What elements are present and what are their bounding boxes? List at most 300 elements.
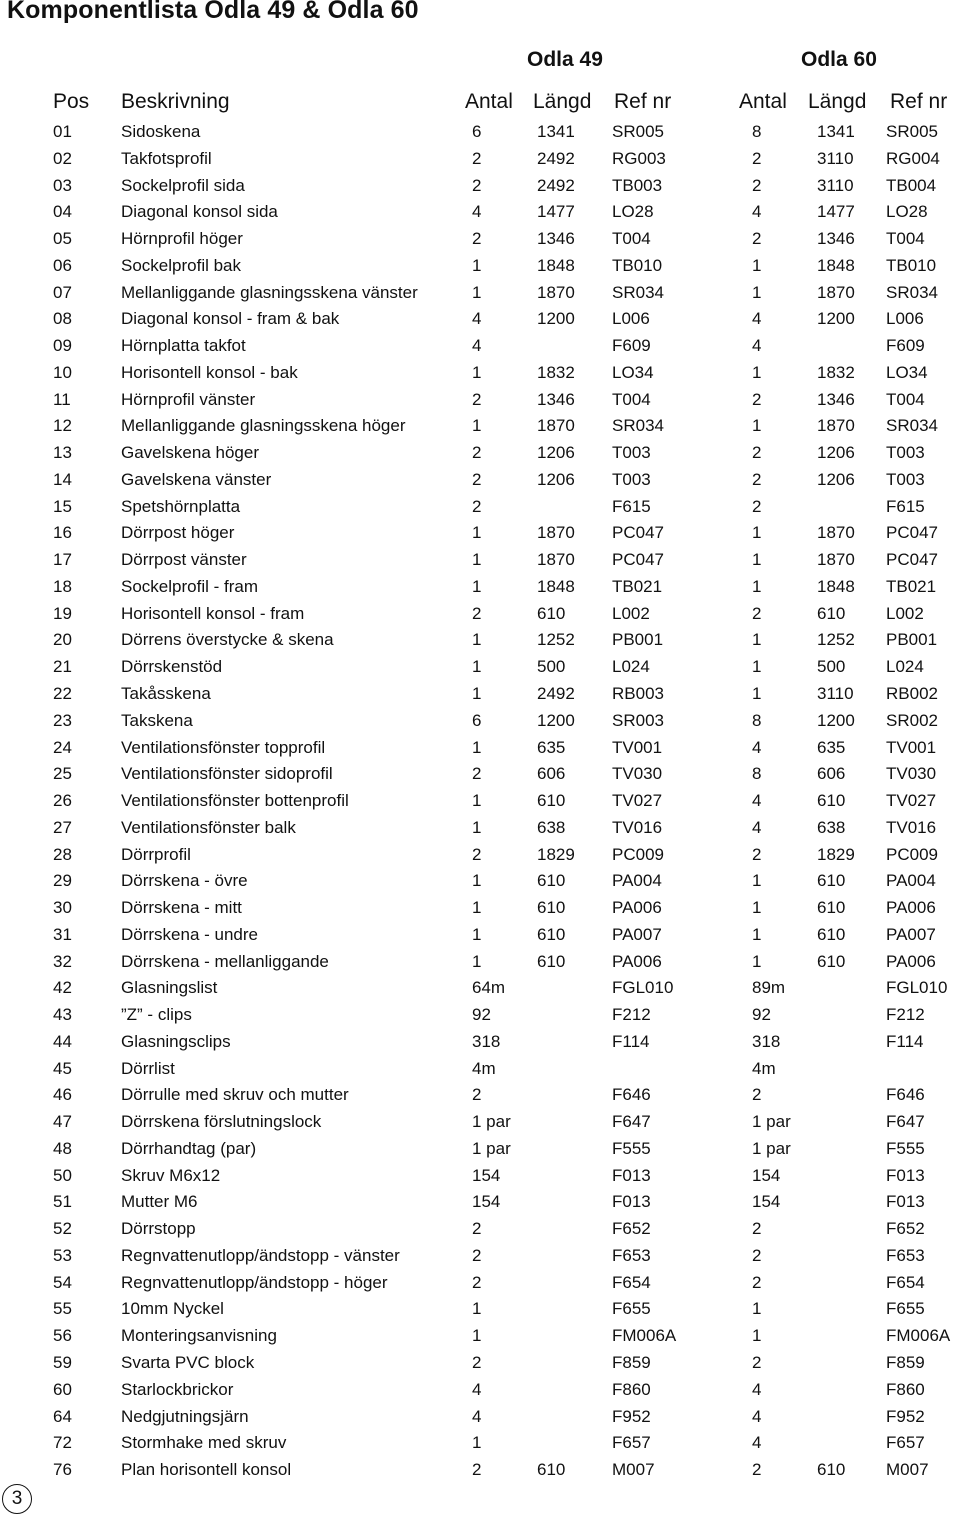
description-cell: Mellanliggande glasningsskena vänster bbox=[121, 282, 418, 302]
qty-odla49-cell: 92 bbox=[472, 1005, 491, 1025]
length-odla60-cell: 1341 bbox=[817, 122, 855, 141]
qty-odla49-cell: 4 bbox=[472, 336, 482, 356]
description-cell: Mellanliggande glasningsskena höger bbox=[121, 416, 406, 436]
table-row bbox=[0, 1032, 960, 1059]
ref-odla49-cell: FM006A bbox=[612, 1326, 677, 1346]
qty-odla49-cell: 6 bbox=[472, 710, 482, 730]
pos-cell: 47 bbox=[53, 1112, 72, 1132]
ref-odla60-cell: SR005 bbox=[886, 122, 938, 141]
pos-cell: 53 bbox=[53, 1245, 72, 1265]
length-odla49-cell: 1870 bbox=[537, 416, 575, 436]
description-cell: Hörnprofil höger bbox=[121, 229, 243, 248]
table-row bbox=[0, 577, 960, 604]
ref-odla49-cell: T004 bbox=[612, 389, 651, 409]
qty-odla60-cell: 1 bbox=[752, 684, 762, 703]
table-row bbox=[0, 871, 960, 898]
description-cell: Ventilationsfönster bottenprofil bbox=[121, 791, 349, 810]
length-odla60-cell: 3110 bbox=[817, 175, 854, 195]
table-row bbox=[0, 229, 960, 256]
page-number: 3 bbox=[2, 1484, 32, 1514]
qty-odla49-cell: 1 bbox=[472, 576, 482, 596]
description-cell: Regnvattenutlopp/ändstopp - vänster bbox=[121, 1245, 400, 1265]
ref-odla60-cell: PA006 bbox=[886, 898, 936, 917]
ref-odla60-cell: F657 bbox=[886, 1433, 925, 1453]
pos-cell: 72 bbox=[53, 1433, 72, 1453]
ref-odla49-cell: LO34 bbox=[612, 362, 654, 382]
header-ref-odla60: Ref nr bbox=[890, 90, 948, 113]
pos-cell: 14 bbox=[53, 469, 72, 489]
qty-odla60-cell: 92 bbox=[752, 1005, 771, 1025]
ref-odla60-cell: F646 bbox=[886, 1085, 925, 1105]
description-cell: Ventilationsfönster sidoprofil bbox=[121, 764, 333, 784]
table-row bbox=[0, 604, 960, 631]
table-row bbox=[0, 1059, 960, 1086]
length-odla60-cell: 610 bbox=[817, 871, 846, 891]
ref-odla49-cell: SR034 bbox=[612, 282, 664, 302]
pos-cell: 04 bbox=[53, 202, 72, 222]
ref-odla60-cell: T004 bbox=[886, 229, 925, 248]
header-length-odla60: Längd bbox=[808, 90, 867, 113]
length-odla60-cell: 1870 bbox=[817, 416, 855, 436]
length-odla60-cell: 1206 bbox=[817, 443, 855, 463]
pos-cell: 30 bbox=[53, 898, 72, 917]
ref-odla49-cell: L002 bbox=[612, 603, 650, 623]
qty-odla49-cell: 2 bbox=[472, 1272, 482, 1292]
ref-odla49-cell: TV030 bbox=[612, 764, 663, 784]
ref-odla49-cell: F657 bbox=[612, 1433, 651, 1453]
pos-cell: 46 bbox=[53, 1085, 72, 1105]
description-cell: Dörrens överstycke & skena bbox=[121, 630, 334, 650]
description-cell: Dörrprofil bbox=[121, 844, 191, 864]
qty-odla49-cell: 2 bbox=[472, 389, 482, 409]
length-odla60-cell: 1832 bbox=[817, 362, 855, 382]
ref-odla49-cell: SR034 bbox=[612, 416, 664, 436]
length-odla49-cell: 1346 bbox=[537, 389, 575, 409]
description-cell: Dörrpost höger bbox=[121, 523, 235, 543]
ref-odla49-cell: PA006 bbox=[612, 898, 662, 917]
description-cell: Dörrulle med skruv och mutter bbox=[121, 1085, 349, 1105]
pos-cell: 11 bbox=[53, 389, 71, 409]
description-cell: Horisontell konsol - fram bbox=[121, 603, 305, 623]
qty-odla60-cell: 2 bbox=[752, 1353, 762, 1372]
pos-cell: 56 bbox=[53, 1326, 72, 1346]
qty-odla49-cell: 1 bbox=[472, 362, 482, 382]
length-odla60-cell: 1206 bbox=[817, 469, 855, 489]
length-odla60-cell: 3110 bbox=[817, 684, 854, 703]
qty-odla60-cell: 1 par bbox=[752, 1138, 791, 1158]
qty-odla49-cell: 64m bbox=[472, 978, 506, 998]
qty-odla49-cell: 2 bbox=[472, 496, 482, 516]
table-row bbox=[0, 1219, 960, 1246]
qty-odla60-cell: 1 bbox=[752, 255, 762, 275]
length-odla60-cell: 1870 bbox=[817, 282, 855, 302]
pos-cell: 28 bbox=[53, 844, 72, 864]
length-odla49-cell: 2492 bbox=[537, 684, 575, 703]
ref-odla60-cell: TB021 bbox=[886, 576, 937, 596]
qty-odla49-cell: 1 par bbox=[472, 1138, 511, 1158]
table-row bbox=[0, 1005, 960, 1032]
table-row bbox=[0, 283, 960, 310]
length-odla49-cell: 1870 bbox=[537, 550, 575, 570]
ref-odla60-cell: FM006A bbox=[886, 1326, 951, 1346]
length-odla60-cell: 1848 bbox=[817, 255, 855, 275]
qty-odla49-cell: 1 bbox=[472, 817, 482, 837]
ref-odla49-cell: T004 bbox=[612, 229, 651, 248]
ref-odla49-cell: PA007 bbox=[612, 924, 662, 944]
ref-odla60-cell: PA007 bbox=[886, 924, 936, 944]
table-row bbox=[0, 390, 960, 417]
pos-cell: 05 bbox=[53, 229, 72, 248]
ref-odla60-cell: T003 bbox=[886, 443, 925, 463]
ref-odla60-cell: SR034 bbox=[886, 282, 938, 302]
table-row bbox=[0, 1192, 960, 1219]
table-row bbox=[0, 1139, 960, 1166]
ref-odla60-cell: PA004 bbox=[886, 871, 936, 891]
ref-odla49-cell: F655 bbox=[612, 1299, 651, 1319]
ref-odla49-cell: SR005 bbox=[612, 122, 664, 141]
pos-cell: 48 bbox=[53, 1138, 72, 1158]
qty-odla60-cell: 2 bbox=[752, 175, 762, 195]
length-odla60-cell: 1200 bbox=[817, 309, 855, 329]
qty-odla49-cell: 2 bbox=[472, 175, 482, 195]
ref-odla49-cell: F609 bbox=[612, 336, 651, 356]
pos-cell: 20 bbox=[53, 630, 72, 650]
length-odla60-cell: 610 bbox=[817, 603, 846, 623]
qty-odla49-cell: 2 bbox=[472, 469, 482, 489]
qty-odla49-cell: 154 bbox=[472, 1165, 501, 1185]
qty-odla60-cell: 1 bbox=[752, 951, 762, 971]
qty-odla60-cell: 8 bbox=[752, 764, 762, 784]
qty-odla49-cell: 4 bbox=[472, 1406, 482, 1426]
table-row bbox=[0, 523, 960, 550]
length-odla60-cell: 1870 bbox=[817, 523, 855, 543]
length-odla49-cell: 635 bbox=[537, 737, 566, 757]
qty-odla60-cell: 1 bbox=[752, 523, 762, 543]
pos-cell: 21 bbox=[53, 657, 72, 677]
pos-cell: 10 bbox=[53, 362, 72, 382]
length-odla49-cell: 610 bbox=[537, 871, 566, 891]
ref-odla60-cell: TV016 bbox=[886, 817, 937, 837]
description-cell: Dörrskena - övre bbox=[121, 871, 248, 891]
length-odla49-cell: 1829 bbox=[537, 844, 575, 864]
pos-cell: 03 bbox=[53, 175, 72, 195]
ref-odla49-cell: F952 bbox=[612, 1406, 651, 1426]
ref-odla60-cell: RB002 bbox=[886, 684, 938, 703]
pos-cell: 51 bbox=[53, 1192, 72, 1212]
pos-cell: 12 bbox=[53, 416, 72, 436]
table-row bbox=[0, 1353, 960, 1380]
table-row bbox=[0, 336, 960, 363]
table-row bbox=[0, 416, 960, 443]
qty-odla49-cell: 1 bbox=[472, 657, 482, 677]
description-cell: Sockelprofil bak bbox=[121, 255, 242, 275]
ref-odla49-cell: F653 bbox=[612, 1245, 651, 1265]
qty-odla49-cell: 4m bbox=[472, 1058, 496, 1078]
qty-odla49-cell: 1 bbox=[472, 255, 482, 275]
description-cell: Takskena bbox=[121, 710, 193, 730]
qty-odla60-cell: 1 bbox=[752, 576, 762, 596]
qty-odla49-cell: 2 bbox=[472, 844, 482, 864]
qty-odla49-cell: 4 bbox=[472, 309, 482, 329]
table-row bbox=[0, 1085, 960, 1112]
pos-cell: 76 bbox=[53, 1460, 72, 1479]
qty-odla60-cell: 1 bbox=[752, 924, 762, 944]
ref-odla49-cell: RG003 bbox=[612, 148, 666, 168]
length-odla49-cell: 610 bbox=[537, 951, 566, 971]
ref-odla60-cell: TV001 bbox=[886, 737, 937, 757]
table-row bbox=[0, 1326, 960, 1353]
ref-odla60-cell: F013 bbox=[886, 1165, 925, 1185]
ref-odla60-cell: SR002 bbox=[886, 710, 938, 730]
header-qty-odla60: Antal bbox=[739, 90, 787, 113]
qty-odla60-cell: 4 bbox=[752, 1379, 762, 1399]
ref-odla49-cell: L006 bbox=[612, 309, 650, 329]
description-cell: Sidoskena bbox=[121, 122, 201, 141]
qty-odla60-cell: 8 bbox=[752, 122, 762, 141]
length-odla49-cell: 1848 bbox=[537, 576, 575, 596]
pos-cell: 26 bbox=[53, 791, 72, 810]
qty-odla60-cell: 1 bbox=[752, 630, 762, 650]
pos-cell: 15 bbox=[53, 496, 72, 516]
ref-odla49-cell: PC047 bbox=[612, 523, 664, 543]
length-odla49-cell: 1252 bbox=[537, 630, 575, 650]
ref-odla60-cell: FGL010 bbox=[886, 978, 948, 998]
ref-odla49-cell: PA006 bbox=[612, 951, 662, 971]
qty-odla49-cell: 2 bbox=[472, 1219, 482, 1239]
qty-odla49-cell: 2 bbox=[472, 1353, 482, 1372]
qty-odla60-cell: 2 bbox=[752, 469, 762, 489]
qty-odla60-cell: 154 bbox=[752, 1165, 781, 1185]
table-row bbox=[0, 363, 960, 390]
qty-odla49-cell: 2 bbox=[472, 148, 482, 168]
pos-cell: 64 bbox=[53, 1406, 72, 1426]
qty-odla49-cell: 1 bbox=[472, 951, 482, 971]
length-odla49-cell: 1870 bbox=[537, 523, 575, 543]
qty-odla60-cell: 2 bbox=[752, 496, 762, 516]
length-odla60-cell: 1346 bbox=[817, 229, 855, 248]
header-ref-odla49: Ref nr bbox=[614, 90, 672, 113]
length-odla60-cell: 1477 bbox=[817, 202, 855, 222]
pos-cell: 09 bbox=[53, 336, 72, 356]
length-odla49-cell: 1206 bbox=[537, 469, 575, 489]
qty-odla49-cell: 318 bbox=[472, 1031, 501, 1051]
description-cell: Hörnprofil vänster bbox=[121, 389, 256, 409]
ref-odla60-cell: T003 bbox=[886, 469, 925, 489]
qty-odla49-cell: 2 bbox=[472, 764, 482, 784]
length-odla60-cell: 610 bbox=[817, 951, 846, 971]
qty-odla49-cell: 1 bbox=[472, 871, 482, 891]
ref-odla49-cell: L024 bbox=[612, 657, 650, 677]
description-cell: Starlockbrickor bbox=[121, 1379, 234, 1399]
qty-odla49-cell: 1 bbox=[472, 684, 482, 703]
description-cell: Svarta PVC block bbox=[121, 1353, 255, 1372]
pos-cell: 17 bbox=[53, 550, 72, 570]
description-cell: Dörrhandtag (par) bbox=[121, 1138, 257, 1158]
table-row bbox=[0, 925, 960, 952]
qty-odla60-cell: 4 bbox=[752, 1406, 762, 1426]
description-cell: Mutter M6 bbox=[121, 1192, 198, 1212]
qty-odla60-cell: 4 bbox=[752, 336, 762, 356]
header-description: Beskrivning bbox=[121, 90, 230, 113]
qty-odla60-cell: 2 bbox=[752, 603, 762, 623]
qty-odla49-cell: 4 bbox=[472, 202, 482, 222]
ref-odla49-cell: F615 bbox=[612, 496, 651, 516]
table-row bbox=[0, 1299, 960, 1326]
pos-cell: 29 bbox=[53, 871, 72, 891]
length-odla49-cell: 1848 bbox=[537, 255, 575, 275]
qty-odla60-cell: 2 bbox=[752, 1219, 762, 1239]
length-odla49-cell: 1870 bbox=[537, 282, 575, 302]
pos-cell: 19 bbox=[53, 603, 72, 623]
pos-cell: 01 bbox=[53, 122, 72, 141]
ref-odla60-cell: T004 bbox=[886, 389, 925, 409]
description-cell: Sockelprofil - fram bbox=[121, 576, 258, 596]
qty-odla49-cell: 2 bbox=[472, 229, 482, 248]
header-qty-odla49: Antal bbox=[465, 90, 513, 113]
qty-odla60-cell: 2 bbox=[752, 1460, 762, 1479]
ref-odla60-cell: F647 bbox=[886, 1112, 925, 1132]
qty-odla60-cell: 154 bbox=[752, 1192, 781, 1212]
description-cell: Stormhake med skruv bbox=[121, 1433, 287, 1453]
ref-odla60-cell: TV027 bbox=[886, 791, 937, 810]
table-row bbox=[0, 845, 960, 872]
ref-odla60-cell: PC047 bbox=[886, 550, 938, 570]
ref-odla60-cell: F212 bbox=[886, 1005, 925, 1025]
description-cell: Diagonal konsol - fram & bak bbox=[121, 309, 340, 329]
table-row bbox=[0, 1166, 960, 1193]
pos-cell: 32 bbox=[53, 951, 72, 971]
length-odla60-cell: 635 bbox=[817, 737, 846, 757]
ref-odla60-cell: F860 bbox=[886, 1379, 925, 1399]
ref-odla60-cell: F655 bbox=[886, 1299, 925, 1319]
description-cell: Glasningslist bbox=[121, 978, 218, 998]
ref-odla60-cell: RG004 bbox=[886, 148, 940, 168]
ref-odla60-cell: LO28 bbox=[886, 202, 928, 222]
table-row bbox=[0, 202, 960, 229]
length-odla49-cell: 1200 bbox=[537, 710, 575, 730]
table-row bbox=[0, 470, 960, 497]
table-row bbox=[0, 497, 960, 524]
ref-odla49-cell: F859 bbox=[612, 1353, 651, 1372]
qty-odla49-cell: 1 bbox=[472, 630, 482, 650]
description-cell: Glasningsclips bbox=[121, 1031, 231, 1051]
ref-odla60-cell: TB010 bbox=[886, 255, 937, 275]
qty-odla49-cell: 2 bbox=[472, 1460, 482, 1479]
qty-odla49-cell: 2 bbox=[472, 1085, 482, 1105]
description-cell: Sockelprofil sida bbox=[121, 175, 245, 195]
length-odla60-cell: 1200 bbox=[817, 710, 855, 730]
ref-odla49-cell: F646 bbox=[612, 1085, 651, 1105]
ref-odla60-cell: F555 bbox=[886, 1138, 925, 1158]
qty-odla49-cell: 1 bbox=[472, 523, 482, 543]
ref-odla60-cell: F609 bbox=[886, 336, 925, 356]
qty-odla60-cell: 1 bbox=[752, 550, 762, 570]
qty-odla49-cell: 1 bbox=[472, 550, 482, 570]
pos-cell: 02 bbox=[53, 148, 72, 168]
description-cell: Skruv M6x12 bbox=[121, 1165, 221, 1185]
description-cell: Plan horisontell konsol bbox=[121, 1460, 292, 1479]
page-title: Komponentlista Odla 49 & Odla 60 bbox=[7, 0, 419, 24]
ref-odla49-cell: M007 bbox=[612, 1460, 655, 1479]
qty-odla60-cell: 1 bbox=[752, 898, 762, 917]
ref-odla60-cell: L006 bbox=[886, 309, 924, 329]
pos-cell: 50 bbox=[53, 1165, 72, 1185]
pos-cell: 08 bbox=[53, 309, 72, 329]
description-cell: Nedgjutningsjärn bbox=[121, 1406, 249, 1426]
ref-odla49-cell: SR003 bbox=[612, 710, 664, 730]
ref-odla49-cell: F647 bbox=[612, 1112, 651, 1132]
table-row bbox=[0, 122, 960, 149]
length-odla49-cell: 2492 bbox=[537, 175, 575, 195]
pos-cell: 60 bbox=[53, 1379, 72, 1399]
pos-cell: 18 bbox=[53, 576, 72, 596]
qty-odla60-cell: 1 bbox=[752, 657, 762, 677]
table-row bbox=[0, 256, 960, 283]
ref-odla49-cell: TV016 bbox=[612, 817, 663, 837]
description-cell: Gavelskena höger bbox=[121, 443, 259, 463]
qty-odla49-cell: 1 bbox=[472, 1433, 482, 1453]
ref-odla60-cell: F859 bbox=[886, 1353, 925, 1372]
pos-cell: 42 bbox=[53, 978, 72, 998]
length-odla60-cell: 1252 bbox=[817, 630, 855, 650]
qty-odla49-cell: 2 bbox=[472, 1245, 482, 1265]
description-cell: Monteringsanvisning bbox=[121, 1326, 277, 1346]
qty-odla49-cell: 1 par bbox=[472, 1112, 511, 1132]
header-pos: Pos bbox=[53, 90, 90, 113]
length-odla60-cell: 610 bbox=[817, 791, 846, 810]
pos-cell: 52 bbox=[53, 1219, 72, 1239]
ref-odla49-cell: F652 bbox=[612, 1219, 651, 1239]
qty-odla49-cell: 1 bbox=[472, 1299, 482, 1319]
length-odla60-cell: 3110 bbox=[817, 148, 854, 168]
length-odla49-cell: 610 bbox=[537, 898, 566, 917]
table-row bbox=[0, 738, 960, 765]
table-row bbox=[0, 176, 960, 203]
ref-odla49-cell: LO28 bbox=[612, 202, 654, 222]
qty-odla60-cell: 2 bbox=[752, 443, 762, 463]
ref-odla49-cell: TB003 bbox=[612, 175, 663, 195]
qty-odla60-cell: 4 bbox=[752, 737, 762, 757]
qty-odla49-cell: 1 bbox=[472, 282, 482, 302]
header-length-odla49: Längd bbox=[533, 90, 592, 113]
length-odla60-cell: 606 bbox=[817, 764, 846, 784]
table-row bbox=[0, 1407, 960, 1434]
pos-cell: 23 bbox=[53, 710, 72, 730]
ref-odla60-cell: PC009 bbox=[886, 844, 938, 864]
qty-odla49-cell: 154 bbox=[472, 1192, 501, 1212]
qty-odla60-cell: 318 bbox=[752, 1031, 781, 1051]
pos-cell: 27 bbox=[53, 817, 72, 837]
ref-odla60-cell: F653 bbox=[886, 1245, 925, 1265]
column-header-row bbox=[0, 90, 960, 120]
description-cell: Dörrpost vänster bbox=[121, 550, 247, 570]
ref-odla60-cell: L024 bbox=[886, 657, 924, 677]
ref-odla60-cell: M007 bbox=[886, 1460, 929, 1479]
description-cell: Dörrskena - mellanliggande bbox=[121, 951, 329, 971]
length-odla49-cell: 610 bbox=[537, 603, 566, 623]
ref-odla60-cell: TB004 bbox=[886, 175, 937, 195]
qty-odla49-cell: 6 bbox=[472, 122, 482, 141]
table-row bbox=[0, 1273, 960, 1300]
description-cell: ”Z” - clips bbox=[121, 1005, 192, 1025]
qty-odla49-cell: 4 bbox=[472, 1379, 482, 1399]
qty-odla49-cell: 1 bbox=[472, 416, 482, 436]
ref-odla49-cell: F212 bbox=[612, 1005, 651, 1025]
description-cell: Horisontell konsol - bak bbox=[121, 362, 298, 382]
table-row bbox=[0, 309, 960, 336]
length-odla49-cell: 610 bbox=[537, 924, 566, 944]
ref-odla49-cell: F114 bbox=[612, 1031, 650, 1051]
